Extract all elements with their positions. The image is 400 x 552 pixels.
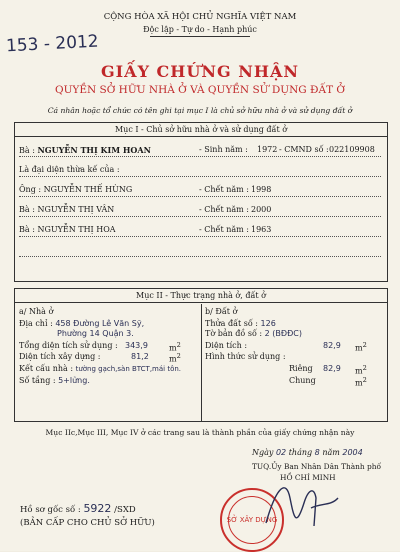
house-address: Địa chỉ : 458 Đường Lê Văn Sỹ, — [19, 319, 145, 328]
house-address-line1: 458 Đường Lê Văn Sỹ, — [55, 319, 145, 328]
owner-cmnd: 022109908 — [329, 145, 375, 154]
section-1-heading: Mục I - Chủ sở hữu nhà ở và sử dụng đất ở — [15, 123, 387, 137]
house-floors: Số tầng : 5+lửng. — [19, 376, 90, 385]
land-title: b/ Đất ở — [205, 307, 238, 316]
house-built-value: 81,2 — [131, 352, 149, 361]
intro-text: Cá nhân hoặc tổ chức có tên ghi tại mục I là chủ sở hữu nhà ở và sử dụng đất ở — [47, 106, 353, 115]
section-2-heading: Mục II - Thực trạng nhà ở, đất ở — [15, 289, 387, 303]
owner-row: Bà : NGUYỄN THỊ KIM HOAN - Sinh năm : 1972 - CMND số : 022109908 — [19, 145, 375, 155]
handwritten-number: 153 - 2012 — [5, 31, 100, 57]
heir-row: Ông : NGUYỄN THẾ HÙNG - Chết năm : 1998 — [19, 185, 272, 194]
heir-year: 1998 — [251, 185, 272, 194]
land-area: Diện tích : 82,9 $m^2$ — [205, 341, 367, 353]
signature-icon — [256, 468, 346, 538]
house-total-value: 343,9 — [125, 341, 148, 350]
motto: Độc lập - Tự do - Hạnh phúc — [143, 25, 257, 34]
land-form: Hình thức sử dụng : — [205, 352, 286, 361]
land-parcel: Thửa đất số : 126 — [205, 319, 276, 328]
house-title: a/ Nhà ở — [19, 307, 54, 316]
record-number: Hồ sơ gốc số : 5922 /SXD — [20, 502, 136, 515]
house-built-area: Diện tích xây dựng : 81,2 $m^2$ — [19, 352, 181, 364]
house-total-unit: $m^2$ — [169, 341, 181, 353]
house-address-line2: Phường 14 Quận 3. — [57, 329, 134, 338]
footer-note: Mục IIc,Mục III, Mục IV ở các trang sau là thành phần của giấy chứng nhận này — [45, 428, 355, 437]
document-subtitle: QUYỀN SỞ HỮU NHÀ Ở VÀ QUYỀN SỬ DỤNG ĐẤT Ở — [54, 84, 346, 96]
heir-name: NGUYỄN THỊ HOA — [37, 225, 116, 234]
heir-label: Là đại diện thừa kế của : — [19, 165, 120, 174]
official-seal: SỞ XÂY DỰNG — [220, 488, 284, 552]
issued-to: (BẢN CẤP CHO CHỦ SỞ HỮU) — [20, 518, 155, 528]
house-built-unit: $m^2$ — [169, 352, 181, 364]
authority-line1: TUQ.Ủy Ban Nhân Dân Thành phố — [252, 462, 382, 471]
house-structure: Kết cấu nhà : tường gạch,sàn BTCT,mái tôn. — [19, 364, 182, 373]
issue-date: Ngày 02 tháng 8 năm 2004 — [252, 448, 363, 457]
owner-name: NGUYỄN THỊ KIM HOAN — [37, 145, 151, 155]
section-2-box: Mục II - Thực trạng nhà ở, đất ở a/ Nhà ở Địa chỉ : 458 Đường Lê Văn Sỹ, Phường 14 Quận 3. Tổng diện tích sử dụng : 343,9 $m^2$ Diện tích xây dựng : 81,2 $m^2$ Kết cấu nhà : tường gạch,sàn BTCT,mái tôn. Số tầng : 5+lửng. b/ Đất ở Thửa đất số : 126 Tờ bản đồ số : 2 (BĐĐC) Diện tích : 82,9 $m^2$ Hình thức sử dụng : Riêng 82,9 $m^2$ Chung $m^2$ — [14, 288, 388, 422]
nation-title: CỘNG HÒA XÃ HỘI CHỦ NGHĨA VIỆT NAM — [103, 12, 297, 22]
owner-sinh: 1972 — [257, 145, 278, 154]
heir-year: 1963 — [251, 225, 272, 234]
section-2-divider — [201, 304, 202, 421]
owner-sinh-label: - Sinh năm : — [199, 145, 248, 154]
heir-year: 2000 — [251, 205, 272, 214]
motto-underline — [150, 36, 250, 37]
document-title: GIẤY CHỨNG NHẬN — [101, 62, 299, 81]
owner-cmnd-label: - CMND số : — [279, 145, 329, 154]
authority-line2: HỒ CHÍ MINH — [280, 473, 336, 482]
house-total-area: Tổng diện tích sử dụng : 343,9 $m^2$ — [19, 341, 181, 353]
land-map: Tờ bản đồ số : 2 (BĐĐC) — [205, 329, 302, 338]
heir-name: NGUYỄN THỊ VÂN — [37, 205, 115, 214]
heir-row: Bà : NGUYỄN THỊ VÂN - Chết năm : 2000 — [19, 205, 272, 214]
section-1-box — [14, 122, 388, 282]
owner-prefix: Bà — [19, 146, 30, 155]
heir-row: Bà : NGUYỄN THỊ HOA - Chết năm : 1963 — [19, 225, 272, 234]
heir-name: NGUYỄN THẾ HÙNG — [43, 185, 133, 194]
